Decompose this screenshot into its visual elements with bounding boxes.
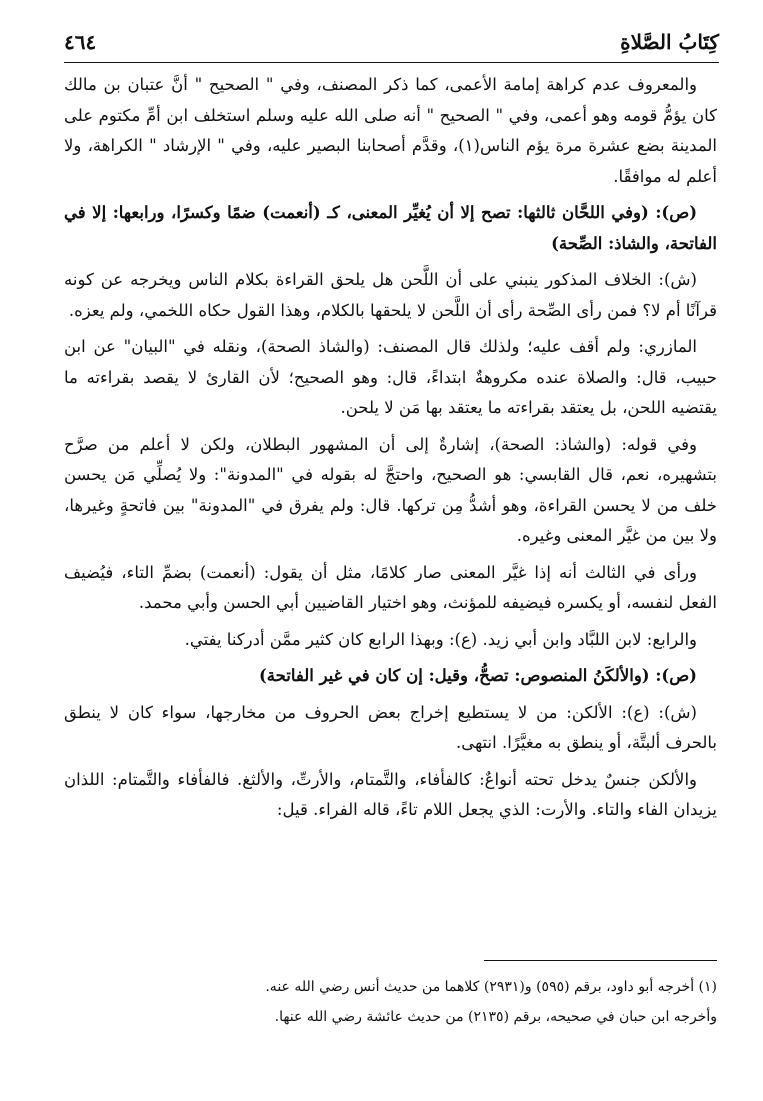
footnote: وأخرجه ابن حبان في صحيحه، برقم (٢١٣٥) من حديث عائشة رضي الله عنها.	[274, 1009, 717, 1025]
main-text	[64, 70, 717, 832]
paragraph: (ش): الخلاف المذكور ينبني على أن اللَّحن هل يلحق القراءة بكلام الناس ويخرجه عن كونه قرآنًا أم لا؟ فمن رأى الصِّحة رأى أن اللَّحن لا يلحقها بالكلام، وهذا القول حكاه اللخمي، ولم يعزه.	[64, 270, 717, 320]
paragraph: وفي قوله: (والشاذ: الصحة)، إشارةٌ إلى أن المشهور البطلان، ولكن لا أعلم من صرَّح بتشهيره، نعم، قال القابسي: هو الصحيح، واحتجَّ له بقوله في "المدونة": ولا يُصلِّي مَن يحسن خلف من لا يحسن القراءة، وهو أشدُّ مِن تركها. قال: ولم يفرق في "المدونة" بين فاتحةٍ وغيرها، ولا بين من غيَّر المعنى وغيره.	[64, 434, 717, 545]
header-divider	[64, 62, 719, 63]
footnote-divider	[484, 960, 717, 961]
paragraph: ورأى في الثالث أنه إذا غيَّر المعنى صار كلامًا، مثل أن يقول: (أنعمت) بضمِّ التاء، فيُضيف الفعل لنفسه، أو يكسره فيضيفه للمؤنث، وهو اختيار القاضيين أبي الحسن وأبي محمد.	[64, 562, 717, 612]
running-header	[64, 28, 719, 64]
paragraph: والمعروف عدم كراهة إمامة الأعمى، كما ذكر المصنف، وفي " الصحيح " أنَّ عتبان بن مالك كان يؤمُّ قومه وهو أعمى، وفي " الصحيح " أنه صلى الله عليه وسلم استخلف ابن أمِّ مكتوم على المدينة بضع عشرة مرة يؤم الناس(١)، وقدَّم أصحابنا البصير عليه، وفي " الإرشاد " الكراهة، ولا أعلم له موافقًا.	[64, 75, 717, 186]
page-number: ٤٦٤	[64, 30, 97, 54]
footnotes	[64, 974, 717, 1034]
rule-paragraph: (ص): (والألكَنُ المنصوص: تصحُّ، وقيل: إن كان في غير الفاتحة)	[258, 666, 697, 685]
footnote: (١) أخرجه أبو داود، برقم (٥٩٥) و(٢٩٣١) كلاهما من حديث أنس رضي الله عنه.	[265, 979, 717, 995]
paragraph: المازري: ولم أقف عليه؛ ولذلك قال المصنف: (والشاذ الصحة)، ونقله في "البيان" عن ابن حبيب، قال: والصلاة عنده مكروهةٌ ابتداءً، قال: وهو الصحيح؛ لأن القارئ لا يقصد بقراءته ما يقتضيه اللحن، بل يعتقد بقراءته ما يعتقد بها مَن لا يلحن.	[64, 337, 717, 417]
chapter-title: كِتَابُ الصَّلاةِ	[620, 30, 719, 54]
rule-paragraph: (ص): (وفي اللحَّان ثالثها: تصح إلا أن يُغيِّر المعنى، كـ (أنعمت) ضمًا وكسرًا، ورابعها: إلا في الفاتحة، والشاذ: الصِّحة)	[64, 203, 717, 253]
paragraph: والرابع: لابن اللبَّاد وابن أبي زيد. (ع): وبهذا الرابع كان كثير ممَّن أدركنا يفتي.	[184, 629, 697, 649]
paragraph: (ش): (ع): الألكن: من لا يستطيع إخراج بعض الحروف من مخارجها، سواء كان لا ينطق بالحرف ألبتَّة، أو ينطق به مغيَّرًا. انتهى.	[64, 702, 717, 752]
paragraph: والألكن جنسٌ يدخل تحته أنواعٌ: كالفأفاء، والتَّمتام، والأرتِّ، والألثغ. فالفأفاء والتَّمتام: اللذان يزيدان الفاء والتاء. والأرت: الذي يجعل اللام تاءً، قاله الفراء. قيل:	[64, 769, 717, 819]
